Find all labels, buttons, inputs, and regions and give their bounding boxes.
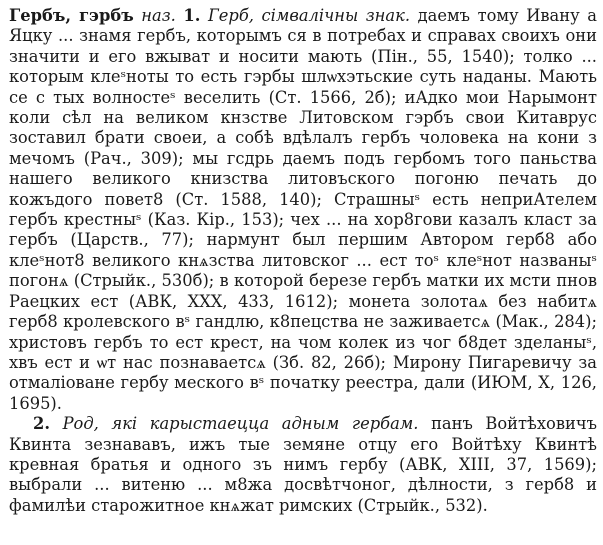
sense-1-number: 1. bbox=[183, 6, 201, 25]
entry-sense-1 bbox=[9, 6, 597, 414]
sense-1-citations: даемъ тому Ивану а Яцку ... знамя гербъ, которымъ ся в потребах и справах своихъ они значити и его вжыват и носити мають (Пін., 55, 1540); толко ... которым клеˢноты то есть гэрбы шлѡхэтьские суть наданы. Мають се с тых волностеˢ веселить (Ст. 1566, 2б); иАдко мои Нарымонт коли сѣл на великом кнзстве Литовском гэрбъ свои Китаврус зоставил брати своеи, а собѣ вдѣлалъ гербъ чоловека на кони з мечомъ (Рач., 309); мы гсдрь даемъ подъ гербомъ того паньства нашего великого книзства литовъского погоню печать до кожъдого повет8 (Ст. 1588, 140); Страшныˢ есть неприАтелем гербъ крестныˢ (Каз. Кір., 153); чех ... на хор8гови казалъ клаcт за гербъ (Царств., 77); нармунт был першим Автором герб8 або клеˢнот8 великого кнѧзства литовског ... ест тоˢ клеˢнот названыˢ погонѧ (Стрыйк., 530б); в которой березе гербъ матки их мсти пнов Раецких ест (АВК, XXX, 433, 1612); монета золотаѧ без набитѧ герб8 кролевского вˢ гандлю, к8пецства не заживаетсѧ (Мак., 284); христовъ гербъ то ест крест, на чом колек из чог б8дет зделаныˢ, хвъ ест и ѡт нас познаваетсѧ (Зб. 82, 26б); Мирону Пигаревичу за отмалiоване гербу меского вˢ початку реестра, дали (ИЮМ, X, 126, 1695). bbox=[9, 6, 597, 413]
entry-headword: Гербъ, гэрбъ bbox=[9, 6, 134, 25]
sense-1-gloss: Герб, сімвалічны знак. bbox=[207, 6, 410, 25]
sense-2-citations: панъ Войтѣховичъ Квинта зезнававъ, ижъ тые земяне отцу его Войтѣху Квинтѣ кревная братья и одного зъ нимъ гербу (АВК, XIII, 37, 1569); выбрали ... витеню ... м8жа досвѣтчоног, дѣлности, з герб8 и фамилѣи старожитное кнѧжат римских (Стрыйк., 532). bbox=[9, 414, 597, 515]
part-of-speech: наз. bbox=[141, 6, 176, 25]
sense-2-gloss: Род, які карыстаецца адным гербам. bbox=[62, 414, 419, 434]
entry-sense-2 bbox=[9, 414, 597, 516]
sense-2-number: 2. bbox=[33, 414, 50, 434]
